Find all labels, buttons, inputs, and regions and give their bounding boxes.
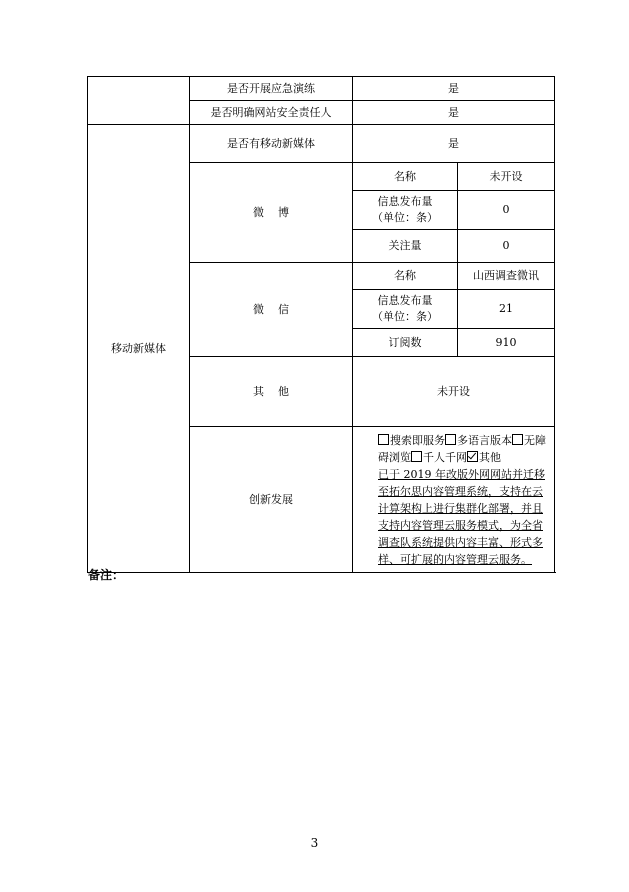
drill-value: 是 (353, 77, 555, 101)
option-label: 其他 (479, 451, 501, 464)
option-multilingual[interactable] (445, 434, 512, 447)
weibo-posts-label-line2: （单位：条） (372, 211, 438, 224)
weibo-name-label: 名称 (353, 163, 458, 191)
page-number: 3 (310, 836, 319, 850)
drill-label: 是否开展应急演练 (190, 77, 353, 101)
innovation-section-label: 创新发展 (190, 427, 353, 573)
wechat-subscribers-label: 订阅数 (353, 329, 458, 357)
weibo-posts-value: 0 (458, 191, 555, 230)
wechat-posts-label-line1: 信息发布量 (377, 294, 433, 307)
option-label: 搜索即服务 (390, 434, 445, 447)
weibo-followers-label: 关注量 (353, 230, 458, 263)
report-table (87, 76, 555, 573)
remark-label: 备注： (88, 568, 125, 582)
innovation-note: 已于 2019 年改版外网网站并迁移至拓尔思内容管理系统，支持在云计算架构上进行集群化部署，并且支持内容管理云服务模式，为全省调查队系统提供内容丰富、形式多样、可扩展的内容管理云服务。 (378, 468, 545, 566)
wechat-name-label: 名称 (353, 263, 458, 290)
wechat-label: 微信 (190, 263, 353, 357)
mobile-media-section-label: 移动新媒体 (88, 125, 190, 573)
option-label: 无障碍浏览 (378, 434, 546, 464)
checked-checkbox-icon (467, 451, 478, 462)
checkbox-icon (445, 434, 456, 445)
checkbox-icon (378, 434, 389, 445)
has-mobile-value: 是 (353, 125, 555, 163)
option-label: 多语言版本 (457, 434, 512, 447)
option-search-service[interactable] (378, 434, 445, 447)
weibo-label: 微博 (190, 163, 353, 263)
wechat-posts-label (353, 290, 458, 329)
option-personalized[interactable] (411, 451, 467, 464)
wechat-posts-label-line2: （单位：条） (372, 310, 438, 323)
other-label: 其他 (190, 357, 353, 427)
weibo-posts-label-line1: 信息发布量 (377, 195, 433, 208)
responsible-value: 是 (353, 101, 555, 125)
wechat-posts-value: 21 (458, 290, 555, 329)
empty-section-cell (88, 77, 190, 125)
other-value: 未开设 (353, 357, 555, 427)
wechat-subscribers-value: 910 (458, 329, 555, 357)
option-label: 千人千网 (423, 451, 467, 464)
weibo-posts-label (353, 191, 458, 230)
wechat-name-value: 山西调查微讯 (458, 263, 555, 290)
innovation-content (353, 427, 555, 573)
weibo-name-value: 未开设 (458, 163, 555, 191)
checkbox-icon (512, 434, 523, 445)
checkbox-icon (411, 451, 422, 462)
responsible-label: 是否明确网站安全责任人 (190, 101, 353, 125)
weibo-followers-value: 0 (458, 230, 555, 263)
has-mobile-label: 是否有移动新媒体 (190, 125, 353, 163)
option-other[interactable] (467, 451, 501, 464)
